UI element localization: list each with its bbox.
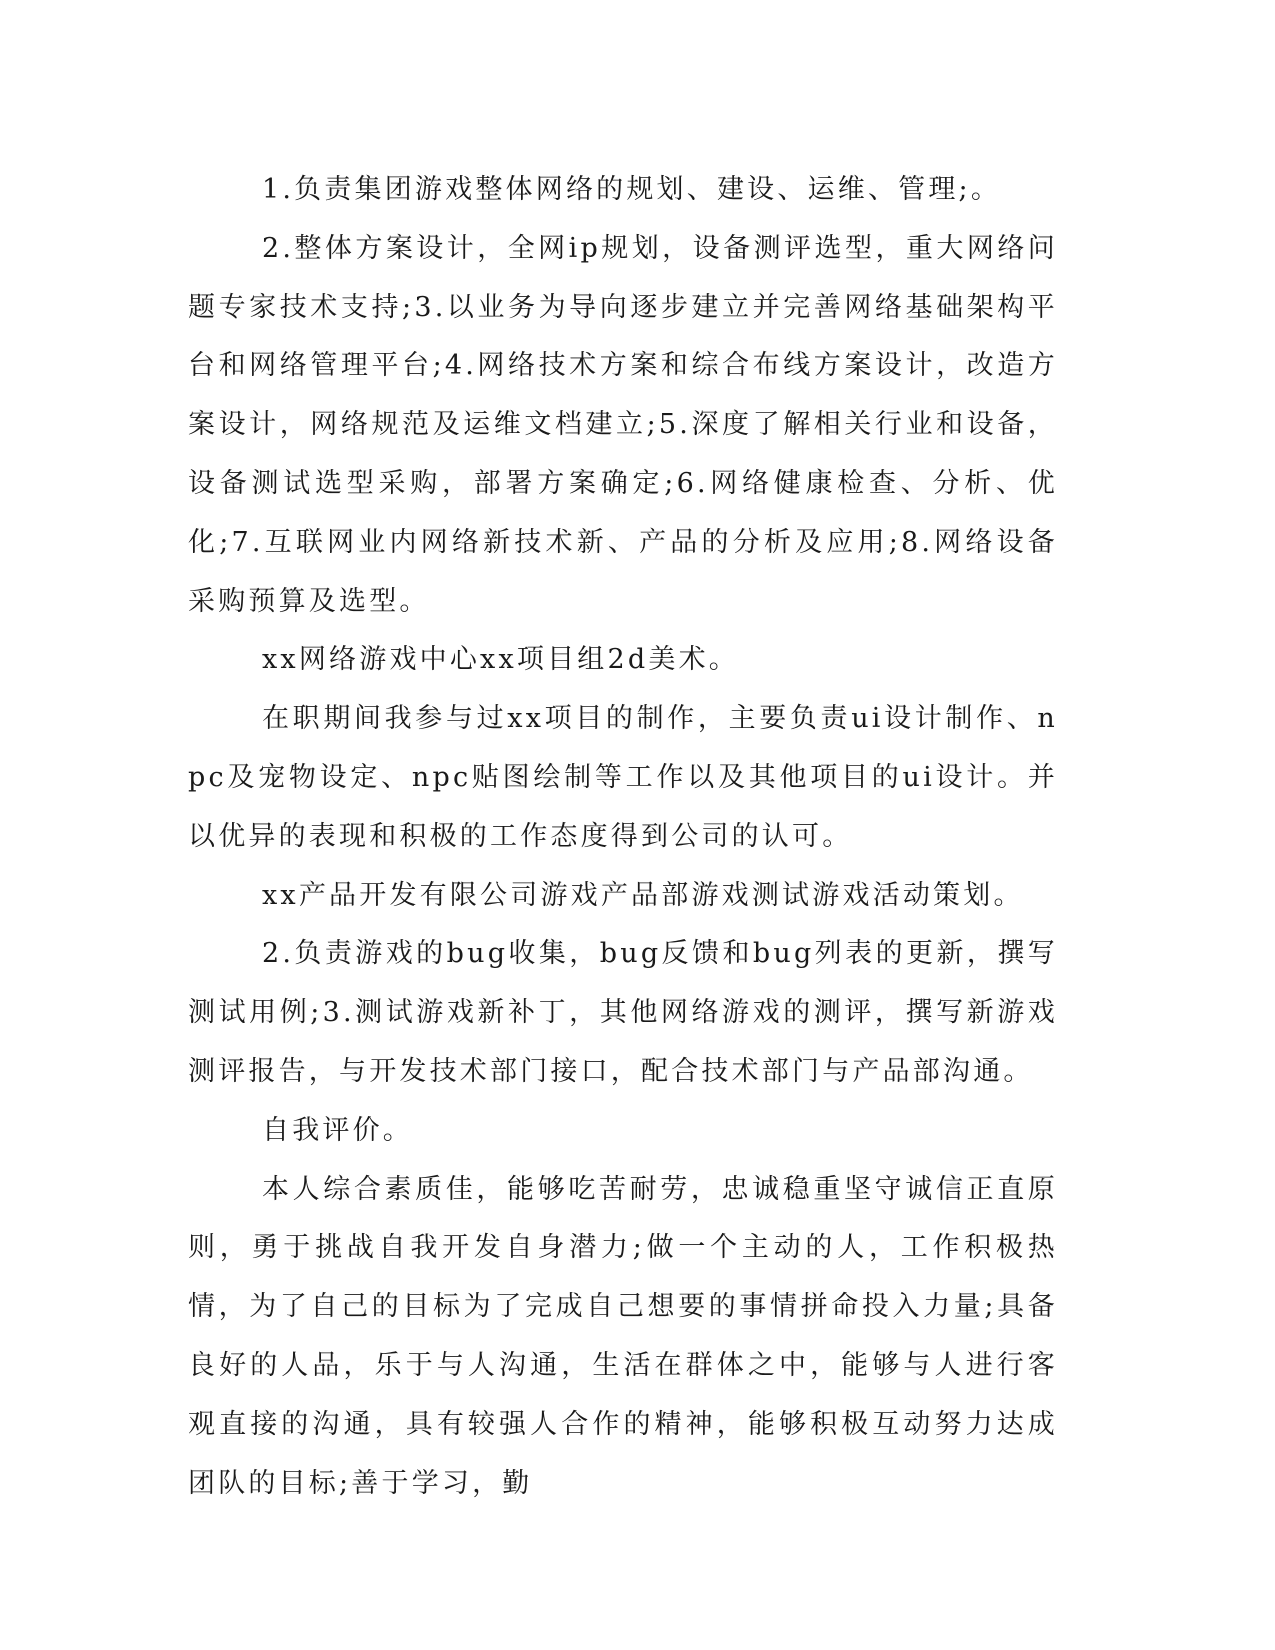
paragraph-network-duties-1: 1.负责集团游戏整体网络的规划、建设、运维、管理;。 bbox=[262, 174, 1002, 205]
paragraph-game-test-duties: 2.负责游戏的bug收集，bug反馈和bug列表的更新，撰写测试用例;3.测试游戏新补丁，其他网络游戏的测评，撰写新游戏测评报告，与开发技术部门接口，配合技术部门与产品部沟通。 bbox=[188, 938, 1058, 1087]
paragraph-network-duties-2: 2.整体方案设计，全网ip规划，设备测评选型，重大网络问题专家技术支持;3.以业务为导向逐步建立并完善网络基础架构平台和网络管理平台;4.网络技术方案和综合布线方案设计，改造方案设计，网络规范及运维文档建立;5.深度了解相关行业和设备，设备测试选型采购，部署方案确定;6.网络健康检查、分析、优化;7.互联网业内网络新技术新、产品的分析及应用;8.网络设备采购预算及选型。 bbox=[188, 232, 1058, 617]
section-heading-self-evaluation: 自我评价。 bbox=[262, 1114, 413, 1146]
paragraph-job-title-2d-art: xx网络游戏中心xx项目组2d美术。 bbox=[262, 644, 739, 676]
paragraph-job-title-game-test: xx产品开发有限公司游戏产品部游戏测试游戏活动策划。 bbox=[262, 879, 1024, 911]
paragraph-2d-art-description: 在职期间我参与过xx项目的制作，主要负责ui设计制作、npc及宠物设定、npc贴图绘制等工作以及其他项目的ui设计。并以优异的表现和积极的工作态度得到公司的认可。 bbox=[188, 703, 1058, 852]
paragraph-self-evaluation: 本人综合素质佳，能够吃苦耐劳，忠诚稳重坚守诚信正直原则，勇于挑战自我开发自身潜力;做一个主动的人，工作积极热情，为了自己的目标为了完成自己想要的事情拼命投入力量;具备良好的人品，乐于与人沟通，生活在群体之中，能够与人进行客观直接的沟通，具有较强人合作的精神，能够积极互动努力达成团队的目标;善于学习，勤 bbox=[188, 1173, 1058, 1499]
document-body bbox=[188, 161, 1058, 1513]
